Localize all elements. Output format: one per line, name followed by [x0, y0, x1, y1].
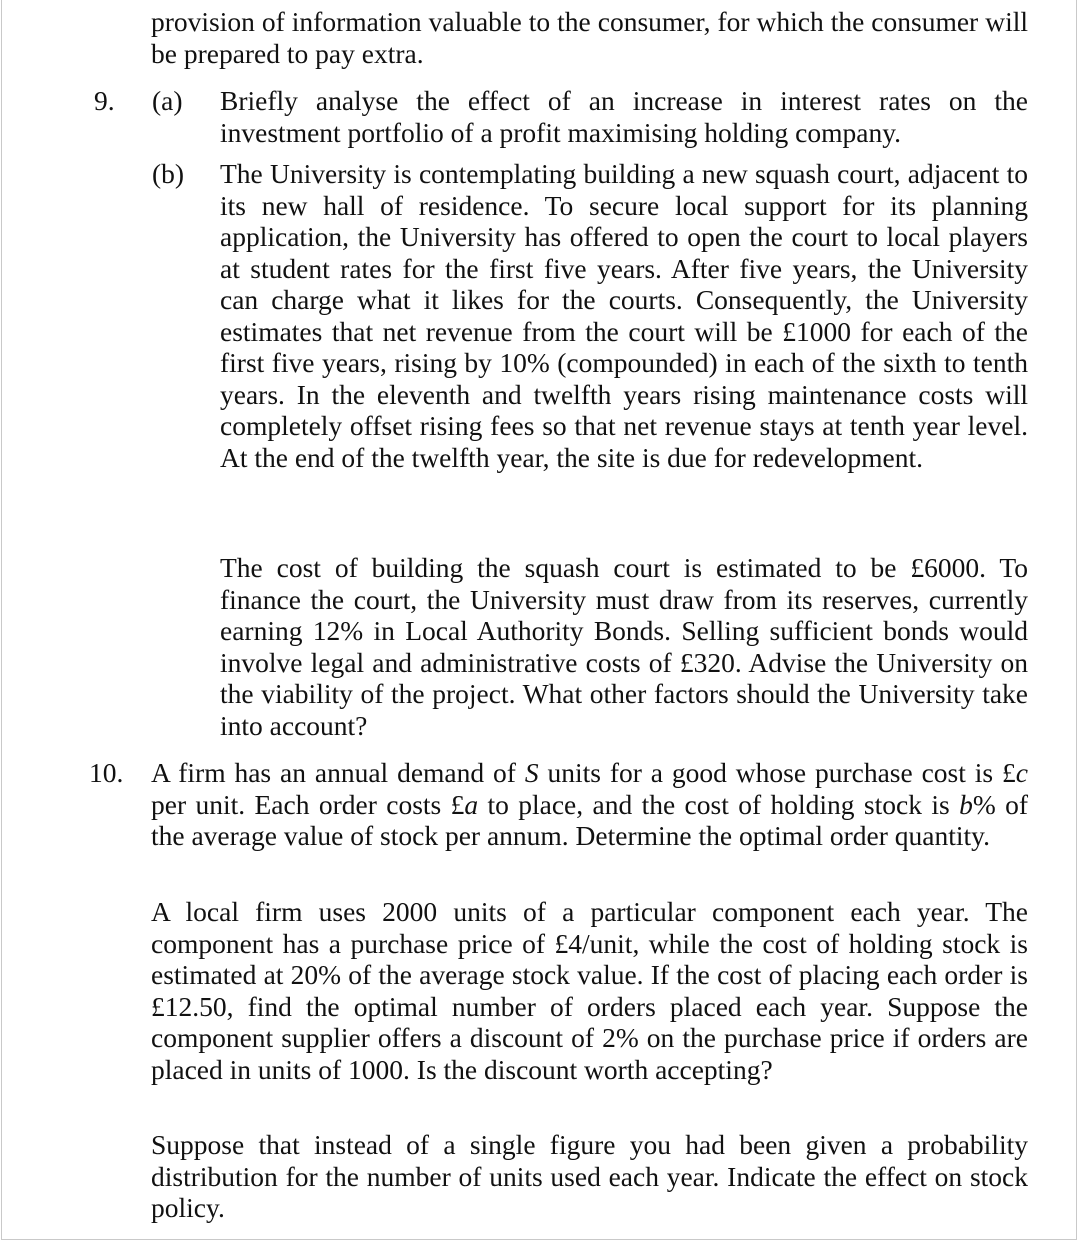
- question-9a-text: Briefly analyse the effect of an increase in interest rates on the investment portfolio of a profit maximising holding company.: [220, 85, 1028, 148]
- question-10-text-1: A firm has an annual demand of S units for a good whose purchase cost is £c per unit. Each order costs £a to place, and the cost of holding stock is b% of the average value of stock per annum. Determine the optimal order quantity.: [151, 757, 1028, 851]
- question-10-text-3: Suppose that instead of a single figure you had been given a probability distribution for the number of units used each year. Indicate the effect on stock policy.: [151, 1129, 1028, 1223]
- question-9a-label: (a): [152, 85, 183, 116]
- question-9b-text-2: The cost of building the squash court is estimated to be £6000. To finance the court, the University must draw from its reserves, currently earning 12% in Local Authority Bonds. Selling sufficient bonds would involve legal and administrative costs of £320. Advise the University on the viability of the project. What other factors should the University take into account?: [220, 552, 1028, 741]
- question-9b-label: (b): [152, 158, 185, 189]
- intro-continuation: [151, 6, 1028, 69]
- question-9-number: 9.: [94, 85, 115, 116]
- question-10-paragraph-2: [151, 896, 1028, 1085]
- question-9b-paragraph-2: [220, 552, 1028, 741]
- question-10-number: 10.: [89, 757, 124, 788]
- question-9b-text-1: The University is contemplating building a new squash court, adjacent to its new hall of residence. To secure local support for its planning application, the University has offered to open the court to local players at student rates for the first five years. After five years, the University can charge what it likes for the courts. Consequently, the University estimates that net revenue from the court will be £1000 for each of the first five years, rising by 10% (compounded) in each of the sixth to tenth years. In the eleventh and twelfth years rising maintenance costs will completely offset rising fees so that net revenue stays at tenth year level. At the end of the twelfth year, the site is due for redevelopment.: [220, 158, 1028, 473]
- intro-paragraph: provision of information valuable to the consumer, for which the consumer will be prepared to pay extra.: [151, 6, 1028, 69]
- question-10-text-2: A local firm uses 2000 units of a particular component each year. The component has a purchase price of £4/unit, while the cost of holding stock is estimated at 20% of the average stock value. If the cost of placing each order is £12.50, find the optimal number of orders placed each year. Suppose the component supplier offers a discount of 2% on the purchase price if orders are placed in units of 1000. Is the discount worth accepting?: [151, 896, 1028, 1085]
- question-10-paragraph-1: [151, 757, 1028, 852]
- question-9b-paragraph-1: [220, 158, 1028, 473]
- question-10-paragraph-3: [151, 1129, 1028, 1224]
- question-9a: [220, 85, 1028, 148]
